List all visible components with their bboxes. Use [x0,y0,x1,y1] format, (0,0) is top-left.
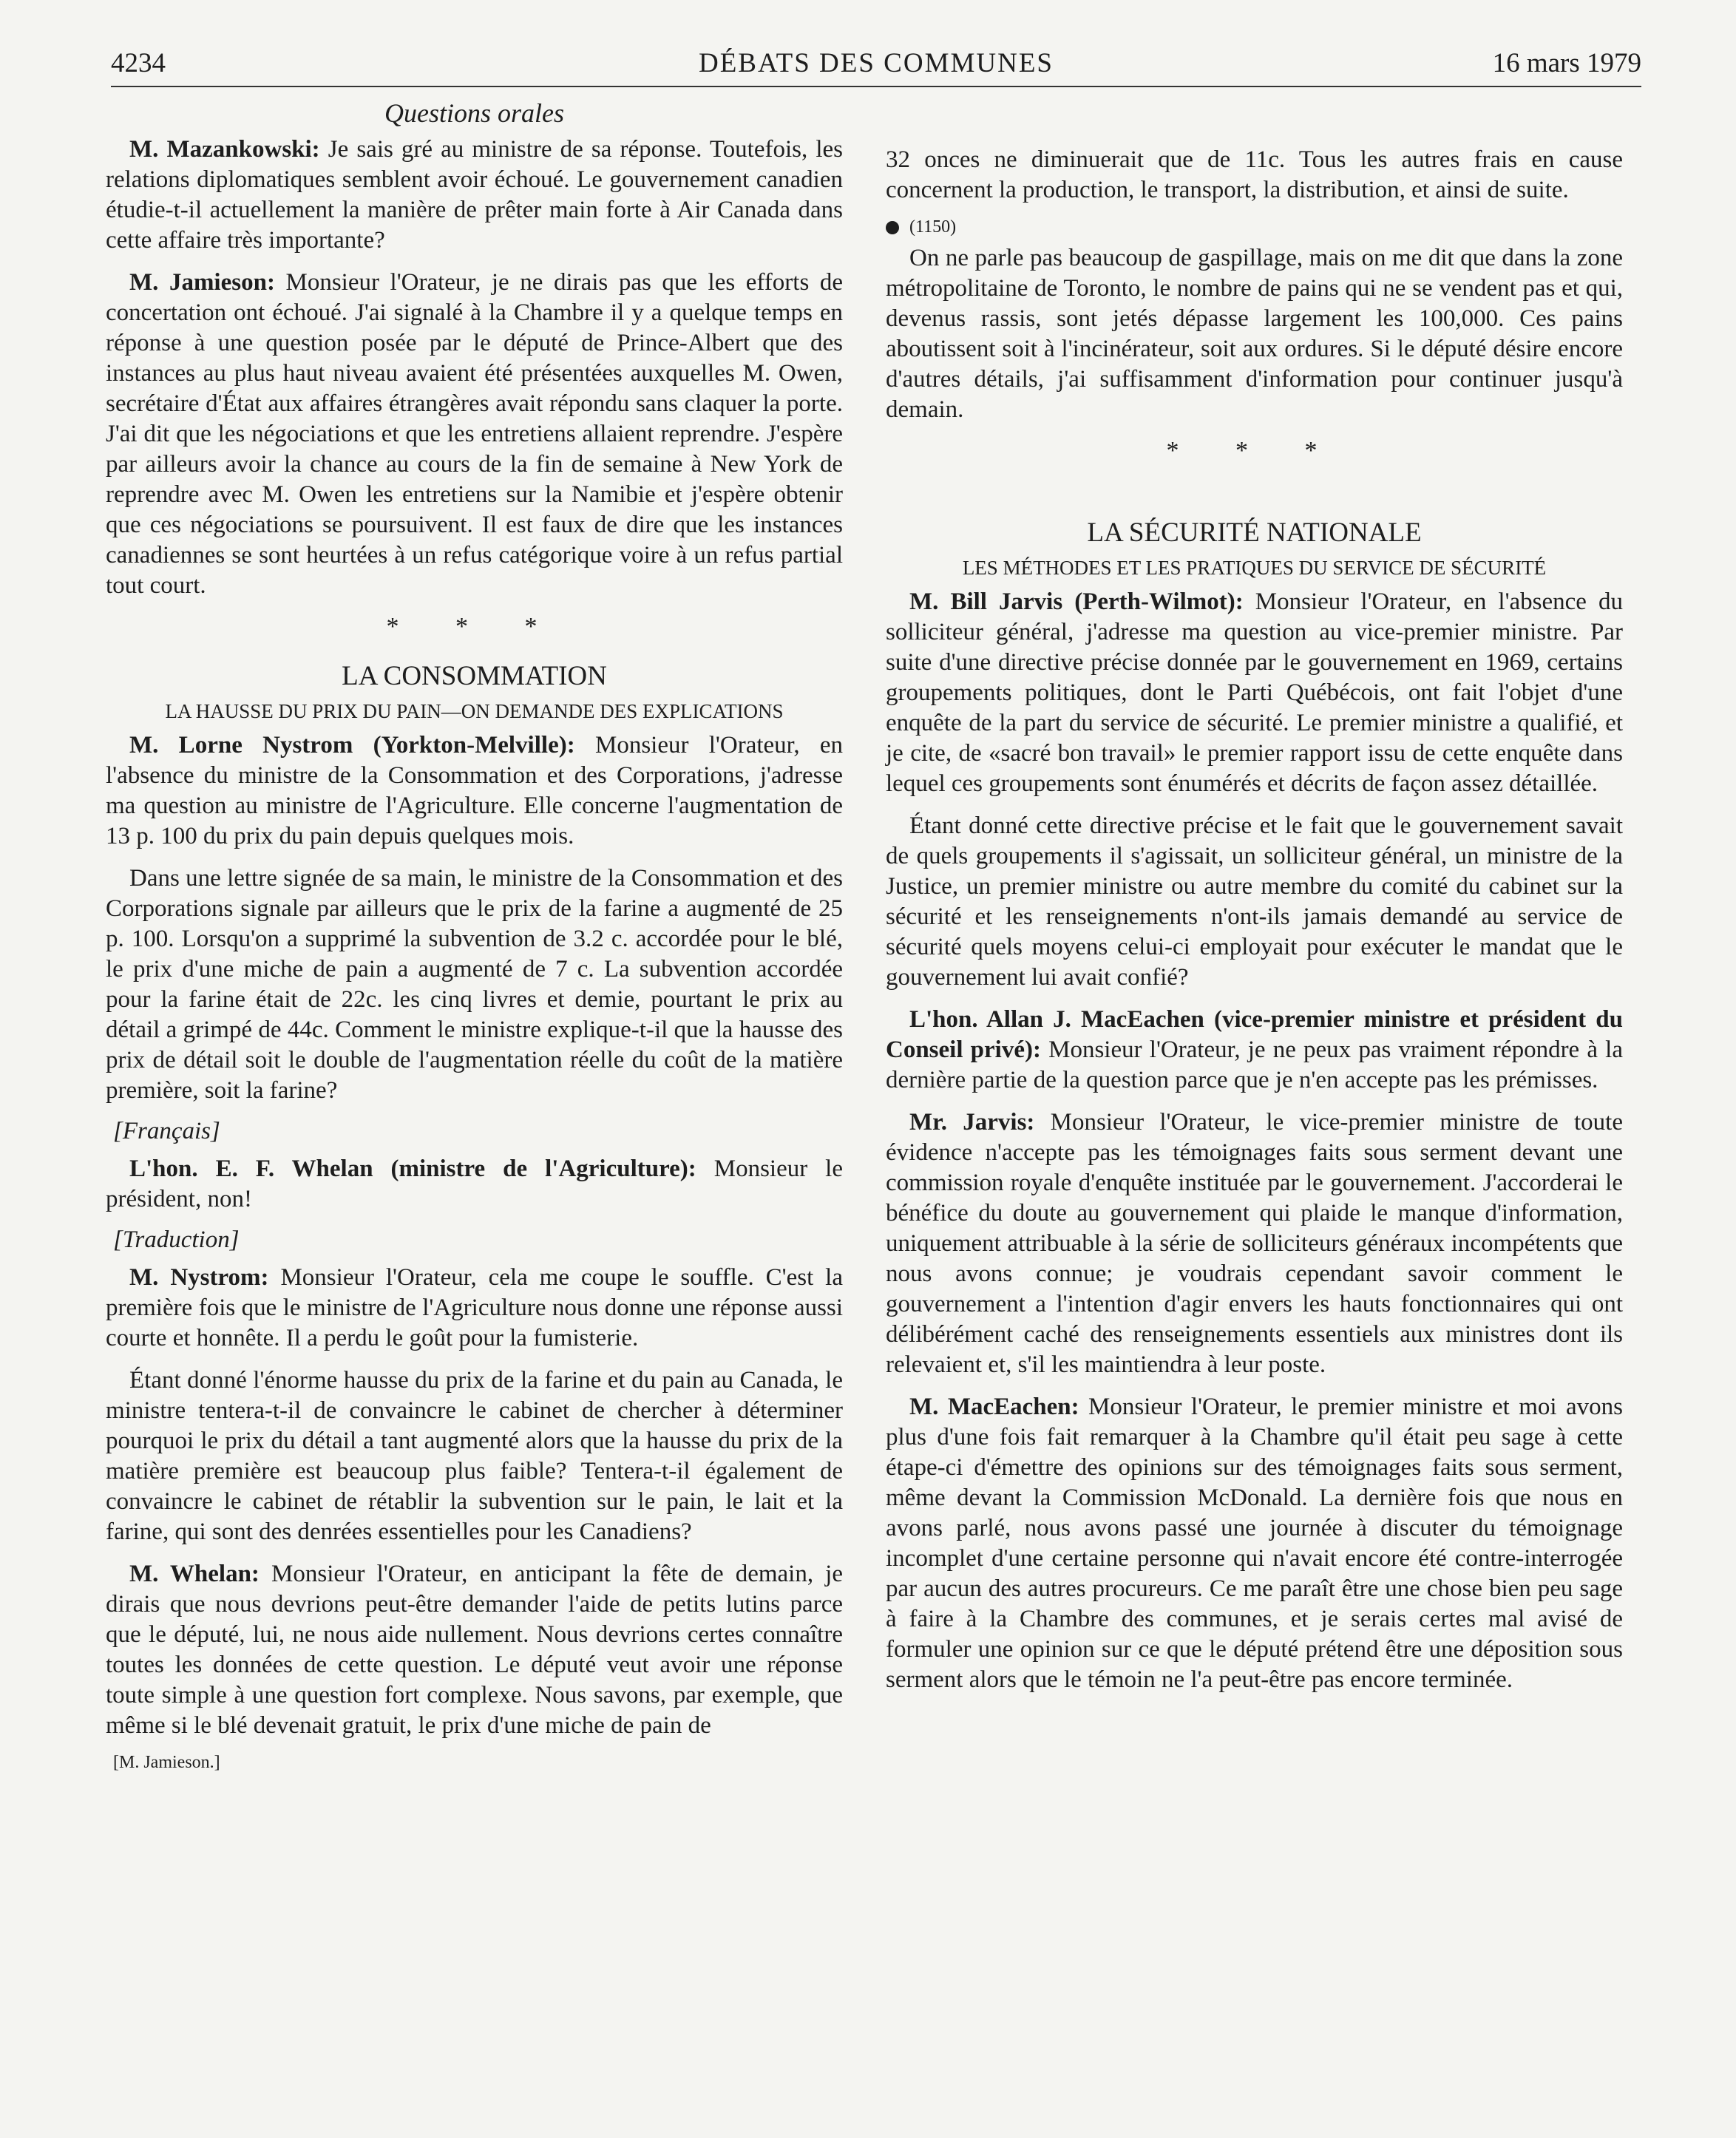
paragraph: M. Jamieson: Monsieur l'Orateur, je ne dirais pas que les efforts de concertation ont échoué. J'ai signalé à la Chambre il y a quelque temps en réponse à une question posée par le député de Prince-Albert que des instances au plus haut niveau avaient été présentées auxquelles M. Owen, secrétaire d'État aux affaires étrangères avait répondu sans claquer la porte. J'ai dit que les négociations et que les entretiens allaient reprendre. J'espère par ailleurs avoir la chance au cours de la fin de semaine à New York de reprendre avec M. Owen les entretiens sur la Namibie et j'espère obtenir que ces négociations se poursuivent. Il est faux de dire que les instances canadiennes se sont heurtées à un refus catégorique voire à un refus partial tout court. [106,269,843,599]
section-separator: * * * [386,613,563,640]
speaker-name: M. Bill Jarvis (Perth-Wilmot): [909,588,1244,615]
speaker-name: M. MacEachen: [909,1394,1079,1420]
section-subheading: LES MÉTHODES ET LES PRATIQUES DU SERVICE DE SÉCURITÉ [962,557,1547,579]
paragraph: M. Mazankowski: Je sais gré au ministre de sa réponse. Toutefois, les relations diplomatiques semblent avoir échoué. Le gouvernement canadien étudie-t-il actuellement la manière de prêter main forte à Air Canada dans cette affaire très importante? [106,136,843,254]
section-subheading: LA HAUSSE DU PRIX DU PAIN—ON DEMANDE DES EXPLICATIONS [165,700,784,722]
section-heading: LA CONSOMMATION [342,661,607,691]
paragraph: L'hon. E. F. Whelan (ministre de l'Agriculture): Monsieur le président, non! [106,1155,843,1212]
paragraph: 32 onces ne diminuerait que de 11c. Tous les autres frais en cause concernent la production, le transport, la distribution, et ainsi de suite. [886,146,1623,203]
speaker-name: M. Nystrom: [129,1264,269,1291]
speaker-name: M. Whelan: [129,1561,260,1587]
speaker-name: M. Mazankowski: [129,136,320,163]
speaker-name: M. Lorne Nystrom (Yorkton-Melville): [129,732,575,759]
language-marker: [Français] [113,1118,220,1144]
page-number: 4234 [111,48,166,78]
paragraph: L'hon. Allan J. MacEachen (vice-premier ministre et président du Conseil privé): Monsieur l'Orateur, je ne peux pas vraiment répondre à la dernière partie de la question parce que je n'en accepte pas les prémisses. [886,1006,1623,1093]
speaker-name: M. Jamieson: [129,269,275,296]
paragraph: M. Lorne Nystrom (Yorkton-Melville): Monsieur l'Orateur, en l'absence du ministre de la Consommation et des Corporations, j'adresse ma question au ministre de l'Agriculture. Elle concerne l'augmentation de 13 p. 100 du prix du pain depuis quelques mois. [106,732,843,849]
paragraph: Étant donné l'énorme hausse du prix de la farine et du pain au Canada, le ministre tentera-t-il de convaincre le cabinet de chercher à déterminer pourquoi le prix du détail a tant augmenté alors que la hausse du prix de la matière première est beaucoup plus faible? Tentera-t-il également de convaincre le cabinet de rétablir la subvention sur le pain, le lait et la farine, qui sont des denrées essentielles pour les Canadiens? [106,1367,843,1545]
section-label: Questions orales [384,98,564,128]
left-column [106,95,843,1773]
paragraph: Mr. Jarvis: Monsieur l'Orateur, le vice-premier ministre de toute évidence n'accepte pas les témoignages faits sous serment devant une commission royale d'enquête instituée par le gouvernement. J'accorderai le bénéfice du doute au gouvernement qui plaide le manque d'information, uniquement attribuable à la série de solliciteurs généraux incompétents que nous avons connue; je voudrais cependant savoir comment le gouvernement a l'intention d'agir envers les hauts fonctionnaires qui ont délibérément caché des renseignements essentiels aux ministres dont ils relevaient et, s'il les maintiendra à leur poste. [886,1109,1623,1378]
section-heading: LA SÉCURITÉ NATIONALE [1087,517,1422,548]
page-date: 16 mars 1979 [1492,48,1641,78]
right-column [886,145,1623,1707]
paragraph: M. Bill Jarvis (Perth-Wilmot): Monsieur l'Orateur, en l'absence du solliciteur général, j'adresse ma question au vice-premier ministre. Par suite d'une directive précise donnée par le gouvernement en 1969, certains groupements politiques, dont le Parti Québécois, ont fait l'objet d'une enquête de la part du service de sécurité. Le premier ministre a qualifié, et je cite, de «sacré bon travail» le premier rapport issu de cette enquête dans lequel ces groupements sont énumérés et décrits de façon assez détaillée. [886,588,1623,797]
section-separator: * * * [1166,437,1343,464]
paragraph: M. MacEachen: Monsieur l'Orateur, le premier ministre et moi avons plus d'une fois fait remarquer à la Chambre qu'il était peu sage à cette étape-ci d'émettre des opinions sur des témoignages faits sous serment, même devant la Commission McDonald. La dernière fois que nous en avons parlé, nous avons passé une journée à discuter du témoignage incomplet d'une certaine personne qui n'avait encore été contre-interrogée par aucun des autres procureurs. Ce me paraît être une chose bien peu sage à faire à la Chambre des communes, et je serais certes mal avisé de formuler une opinion sur ce que le député prétend être une déposition sous serment alors que le témoin ne l'a peut-être pas encore terminée. [886,1394,1623,1693]
paragraph: Dans une lettre signée de sa main, le ministre de la Consommation et des Corporations signale par ailleurs que le prix de la farine a augmenté de 25 p. 100. Lorsqu'on a supprimé la subvention de 3.2 c. accordée pour le blé, le prix d'une miche de pain a augmenté de 7 c. La subvention accordée pour la farine était de 22c. les cinq livres et demie, pourtant le prix au détail a grimpé de 44c. Comment le ministre explique-t-il que la hausse des prix de détail soit le double de l'augmentation réelle du coût de la matière première, soit la farine? [106,865,843,1104]
paragraph: M. Whelan: Monsieur l'Orateur, en anticipant la fête de demain, je dirais que nous devrions peut-être demander l'aide de petits lutins parce que le député, lui, ne nous aide nullement. Nous devrions certes connaître toutes les données de cette question. Le député veut avoir une réponse toute simple à une question fort complexe. Nous savons, par exemple, que même si le blé devenait gratuit, le prix d'une miche de pain de [106,1561,843,1739]
paragraph: On ne parle pas beaucoup de gaspillage, mais on me dit que dans la zone métropolitaine de Toronto, le nombre de pains qui ne se vendent pas et qui, devenus rassis, sont jetés dépasse largement les 100,000. Ces pains aboutissent soit à l'incinérateur, soit aux ordures. Si le député désire encore d'autres détails, j'ai suffisamment d'information pour continuer jusqu'à demain. [886,245,1623,423]
publication-title: DÉBATS DES COMMUNES [698,48,1054,78]
speaker-name: Mr. Jarvis: [909,1109,1035,1136]
paragraph: Étant donné cette directive précise et le fait que le gouvernement savait de quels groupements il s'agissait, un solliciteur général, un ministre de la Justice, un premier ministre ou autre membre du comité du cabinet sur la sécurité et les renseignements n'ont-ils jamais demandé au service de sécurité quels moyens celui-ci employait pour exécuter le mandat que le gouvernement lui avait confié? [886,812,1623,991]
language-marker: [Traduction] [113,1226,240,1253]
speaker-name: L'hon. Allan J. MacEachen (vice-premier ministre et président du Conseil privé): [886,1006,1623,1063]
speaker-name: L'hon. E. F. Whelan (ministre de l'Agriculture): [129,1155,696,1182]
speaker-footer: [M. Jamieson.] [113,1753,220,1772]
time-marker: (1150) [886,217,1623,237]
page-header [111,44,1641,87]
bullet-icon [886,221,899,234]
spacer [886,484,1623,512]
paragraph: M. Nystrom: Monsieur l'Orateur, cela me coupe le souffle. C'est la première fois que le ministre de l'Agriculture nous donne une réponse aussi courte et honnête. Il a perdu le goût pour la fumisterie. [106,1264,843,1351]
